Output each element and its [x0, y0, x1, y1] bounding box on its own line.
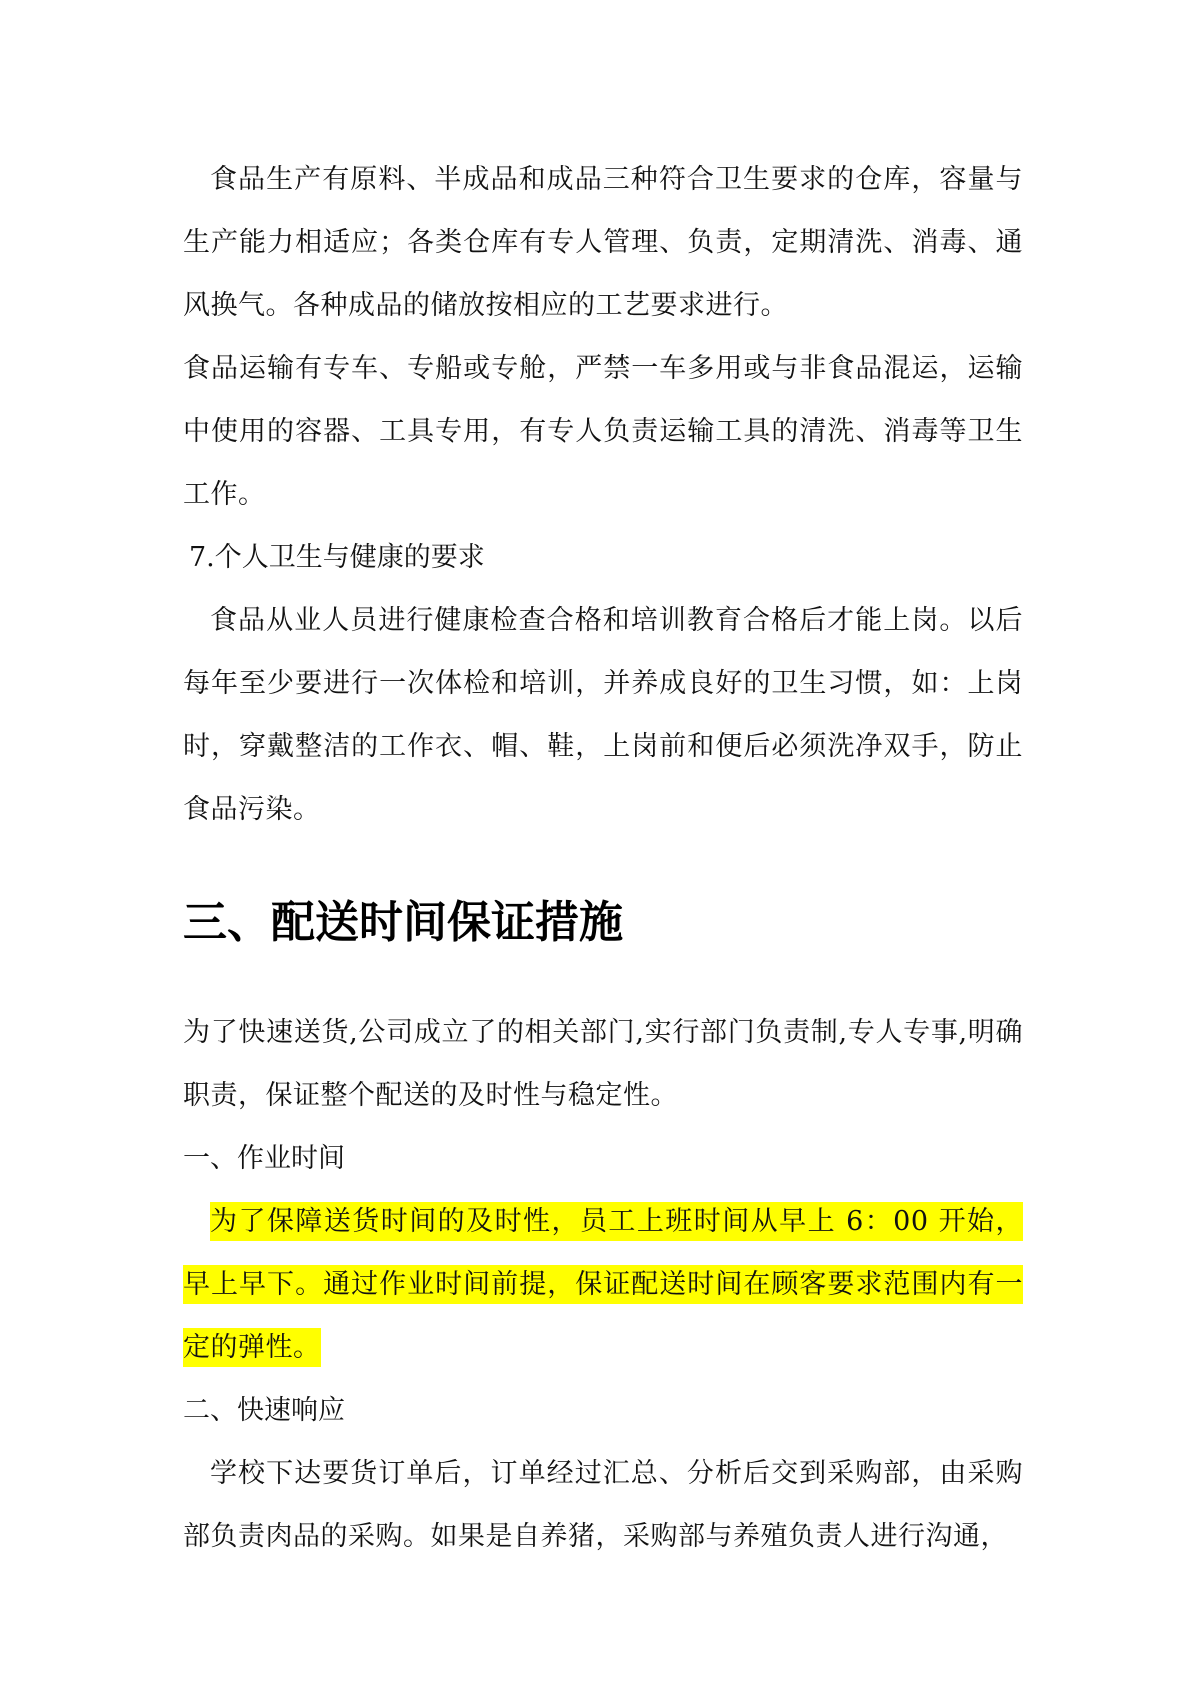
paragraph-orders: 学校下达要货订单后，订单经过汇总、分析后交到采购部，由采购部负责肉品的采购。如果是自养猪，采购部与养殖负责人进行沟通， [183, 1458, 1023, 1552]
subheading-personal-hygiene: 7.个人卫生与健康的要求 [189, 542, 485, 573]
paragraph-departments: 为了快速送货,公司成立了的相关部门,实行部门负责制,专人专事,明确职责，保证整个配送的及时性与稳定性。 [183, 1017, 1023, 1111]
highlighted-text: 为了保障送货时间的及时性，员工上班时间从早上 6：00 开始，早上早下。通过作业时间前提，保证配送时间在顾客要求范围内有一定的弹性。 [183, 1202, 1023, 1367]
subheading-working-hours: 一、作业时间 [183, 1143, 345, 1174]
paragraph-transport: 食品运输有专车、专船或专舱，严禁一车多用或与非食品混运，运输中使用的容器、工具专用，有专人负责运输工具的清洗、消毒等卫生工作。 [183, 353, 1023, 510]
document-body [183, 148, 1023, 1568]
paragraph-staff-health: 食品从业人员进行健康检查合格和培训教育合格后才能上岗。以后每年至少要进行一次体检和培训，并养成良好的卫生习惯，如：上岗时，穿戴整洁的工作衣、帽、鞋，上岗前和便后必须洗净双手，防止食品污染。 [183, 605, 1023, 825]
paragraph-working-hours [183, 1190, 1023, 1379]
subheading-quick-response: 二、快速响应 [183, 1395, 345, 1426]
section-heading-delivery-time: 三、配送时间保证措施 [183, 897, 623, 948]
paragraph-warehouse: 食品生产有原料、半成品和成品三种符合卫生要求的仓库，容量与生产能力相适应；各类仓库有专人管理、负责，定期清洗、消毒、通风换气。各种成品的储放按相应的工艺要求进行。 [183, 164, 1023, 321]
